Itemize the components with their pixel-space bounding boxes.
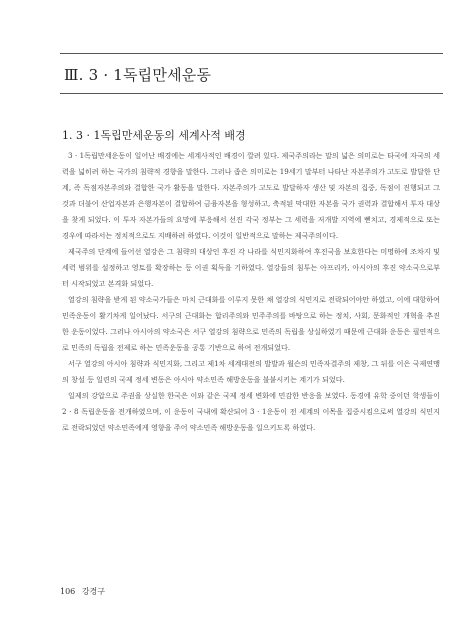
- section-title: 1. 3 · 1독립만세운동의 세계사적 배경: [62, 129, 246, 142]
- paragraph-1: 3 · 1독립만세운동이 일어난 배경에는 세계사적인 배경이 깔려 있다. 제국주의라는 말의 넓은 의미로는 타국에 자국의 세력을 넓히려 하는 국가의 침략적 경향을 말한다. 그러나 좁은 의미로는 19세기 말부터 나타난 자본주의가 고도로 발달한 단계, 즉 독점자본주의와 결합한 국가 활동을 말한다. 자본주의가 고도로 발달하자 생산 및 자본의 집중, 독점이 진행되고 그것과 더불어 산업자본과 은행자본이 결합하여 금융자본을 형성하고, 축적된 막대한 자본을 국가 권력과 결합해서 투자 대상을 찾게 되었다. 이 투자 자본가들의 요망에 부응해서 선진 각국 정부는 그 세력을 저개발 지역에 뻗치고, 경제적으로 또는 경우에 따라서는 정치적으로도 지배하려 하였다. 이것이 일반적으로 말하는 제국주의이다.: [62, 151, 440, 240]
- top-rule: [60, 53, 443, 54]
- paragraph-2: 제국주의 단계에 들어선 열강은 그 침략의 대상인 후진 각 나라를 식민지화하여 후진국을 보호한다는 미명하에 조차지 및 세력 범위를 설정하고 영토를 확장하는 등 이권 획득을 기하였다. 열강들의 침투는 아프리카, 아시아의 후진 약소국으로부터 시작되었고 본격화 되었다.: [62, 247, 440, 288]
- body-text: [62, 148, 440, 436]
- page-number: 106: [60, 587, 76, 596]
- chapter-rule: [60, 93, 443, 94]
- paragraph-4: 서구 열강의 아시아 침략과 식민지화, 그리고 제1차 세계대전의 발발과 윌슨의 민족자결주의 제창, 그 뒤를 이은 국제연맹의 창설 등 일련의 국제 정세 변동은 아시아 약소민족 해방운동을 불붙시키는 계기가 되었다.: [62, 359, 440, 384]
- paragraph-5: 일제의 강압으로 주권을 상실한 한국은 이와 같은 국제 정세 변화에 민감한 반응을 보였다. 동경에 유학 중이던 학생들이 2 · 8 독립운동을 전개하였으며, 이 운동이 국내에 확산되어 3 · 1운동이 전 세계의 이목을 집중시킴으로써 열강의 식민지로 전락되었던 약소민족에게 영향을 주어 약소민족 해방운동을 일으키도록 하였다.: [62, 391, 440, 432]
- chapter-title: Ⅲ. 3 · 1독립만세운동: [64, 66, 212, 84]
- page-footer: [60, 586, 105, 597]
- running-title: 강경구: [81, 587, 106, 596]
- paragraph-3: 열강의 침략을 받게 된 약소국가들은 마치 근대화를 이루지 못한 채 열강의 식민지로 전락되어야만 하였고, 이에 대항하여 민족운동이 활기차게 일어났다. 서구의 근대화는 합리주의와 민주주의를 바탕으로 하는 정치, 사회, 문화적인 개혁을 추진한 운동이었다. 그러나 아시아의 약소국은 서구 열강의 침략으로 민족의 독립을 상실하였기 때문에 근대화 운동은 필연적으로 민족의 독립을 전제로 하는 민족운동을 공통 기반으로 하여 전개되었다.: [62, 295, 440, 352]
